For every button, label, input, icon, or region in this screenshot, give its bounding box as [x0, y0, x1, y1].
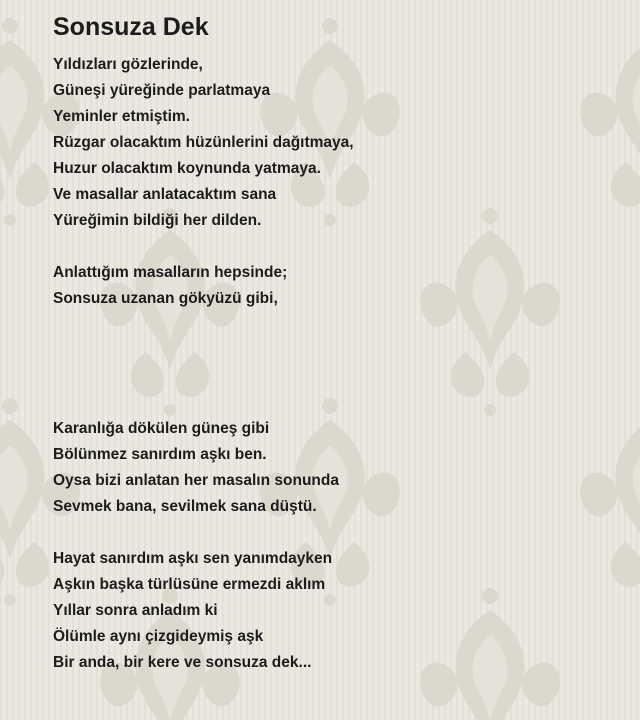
- stanza-1: [53, 52, 613, 234]
- poem-line: Ve masallar anlatacaktım sana: [53, 186, 277, 203]
- poem-line: Karanlığa dökülen güneş gibi: [53, 420, 270, 437]
- stanza-3: [53, 416, 613, 520]
- poem-line: Yeminler etmiştim.: [53, 108, 190, 125]
- poem-line: Yıldızları gözlerinde,: [53, 56, 203, 73]
- poem-line: Anlattığım masalların hepsinde;: [53, 264, 288, 281]
- poem-line: Yıllar sonra anladım ki: [53, 602, 218, 619]
- stanza-4: [53, 546, 613, 676]
- stanza-2: [53, 260, 613, 312]
- poem-body: [53, 52, 613, 702]
- poem-line: Bir anda, bir kere ve sonsuza dek...: [53, 654, 312, 671]
- poem-line: Sonsuza uzanan gökyüzü gibi,: [53, 290, 278, 307]
- poem-line: Huzur olacaktım koynunda yatmaya.: [53, 160, 321, 177]
- poem-title: Sonsuza Dek: [53, 13, 209, 41]
- poem-line: Güneşi yüreğinde parlatmaya: [53, 82, 271, 99]
- poem-line: Oysa bizi anlatan her masalın sonunda: [53, 472, 339, 489]
- poem-line: Rüzgar olacaktım hüzünlerini dağıtmaya,: [53, 134, 354, 151]
- poem-line: Hayat sanırdım aşkı sen yanımdayken: [53, 550, 333, 567]
- poem-line: Yüreğimin bildiği her dilden.: [53, 212, 262, 229]
- poem-line: Bölünmez sanırdım aşkı ben.: [53, 446, 267, 463]
- poem-line: Sevmek bana, sevilmek sana düştü.: [53, 498, 317, 515]
- poem-line: Ölümle aynı çizgideymiş aşk: [53, 628, 264, 645]
- poem-line: Aşkın başka türlüsüne ermezdi aklım: [53, 576, 326, 593]
